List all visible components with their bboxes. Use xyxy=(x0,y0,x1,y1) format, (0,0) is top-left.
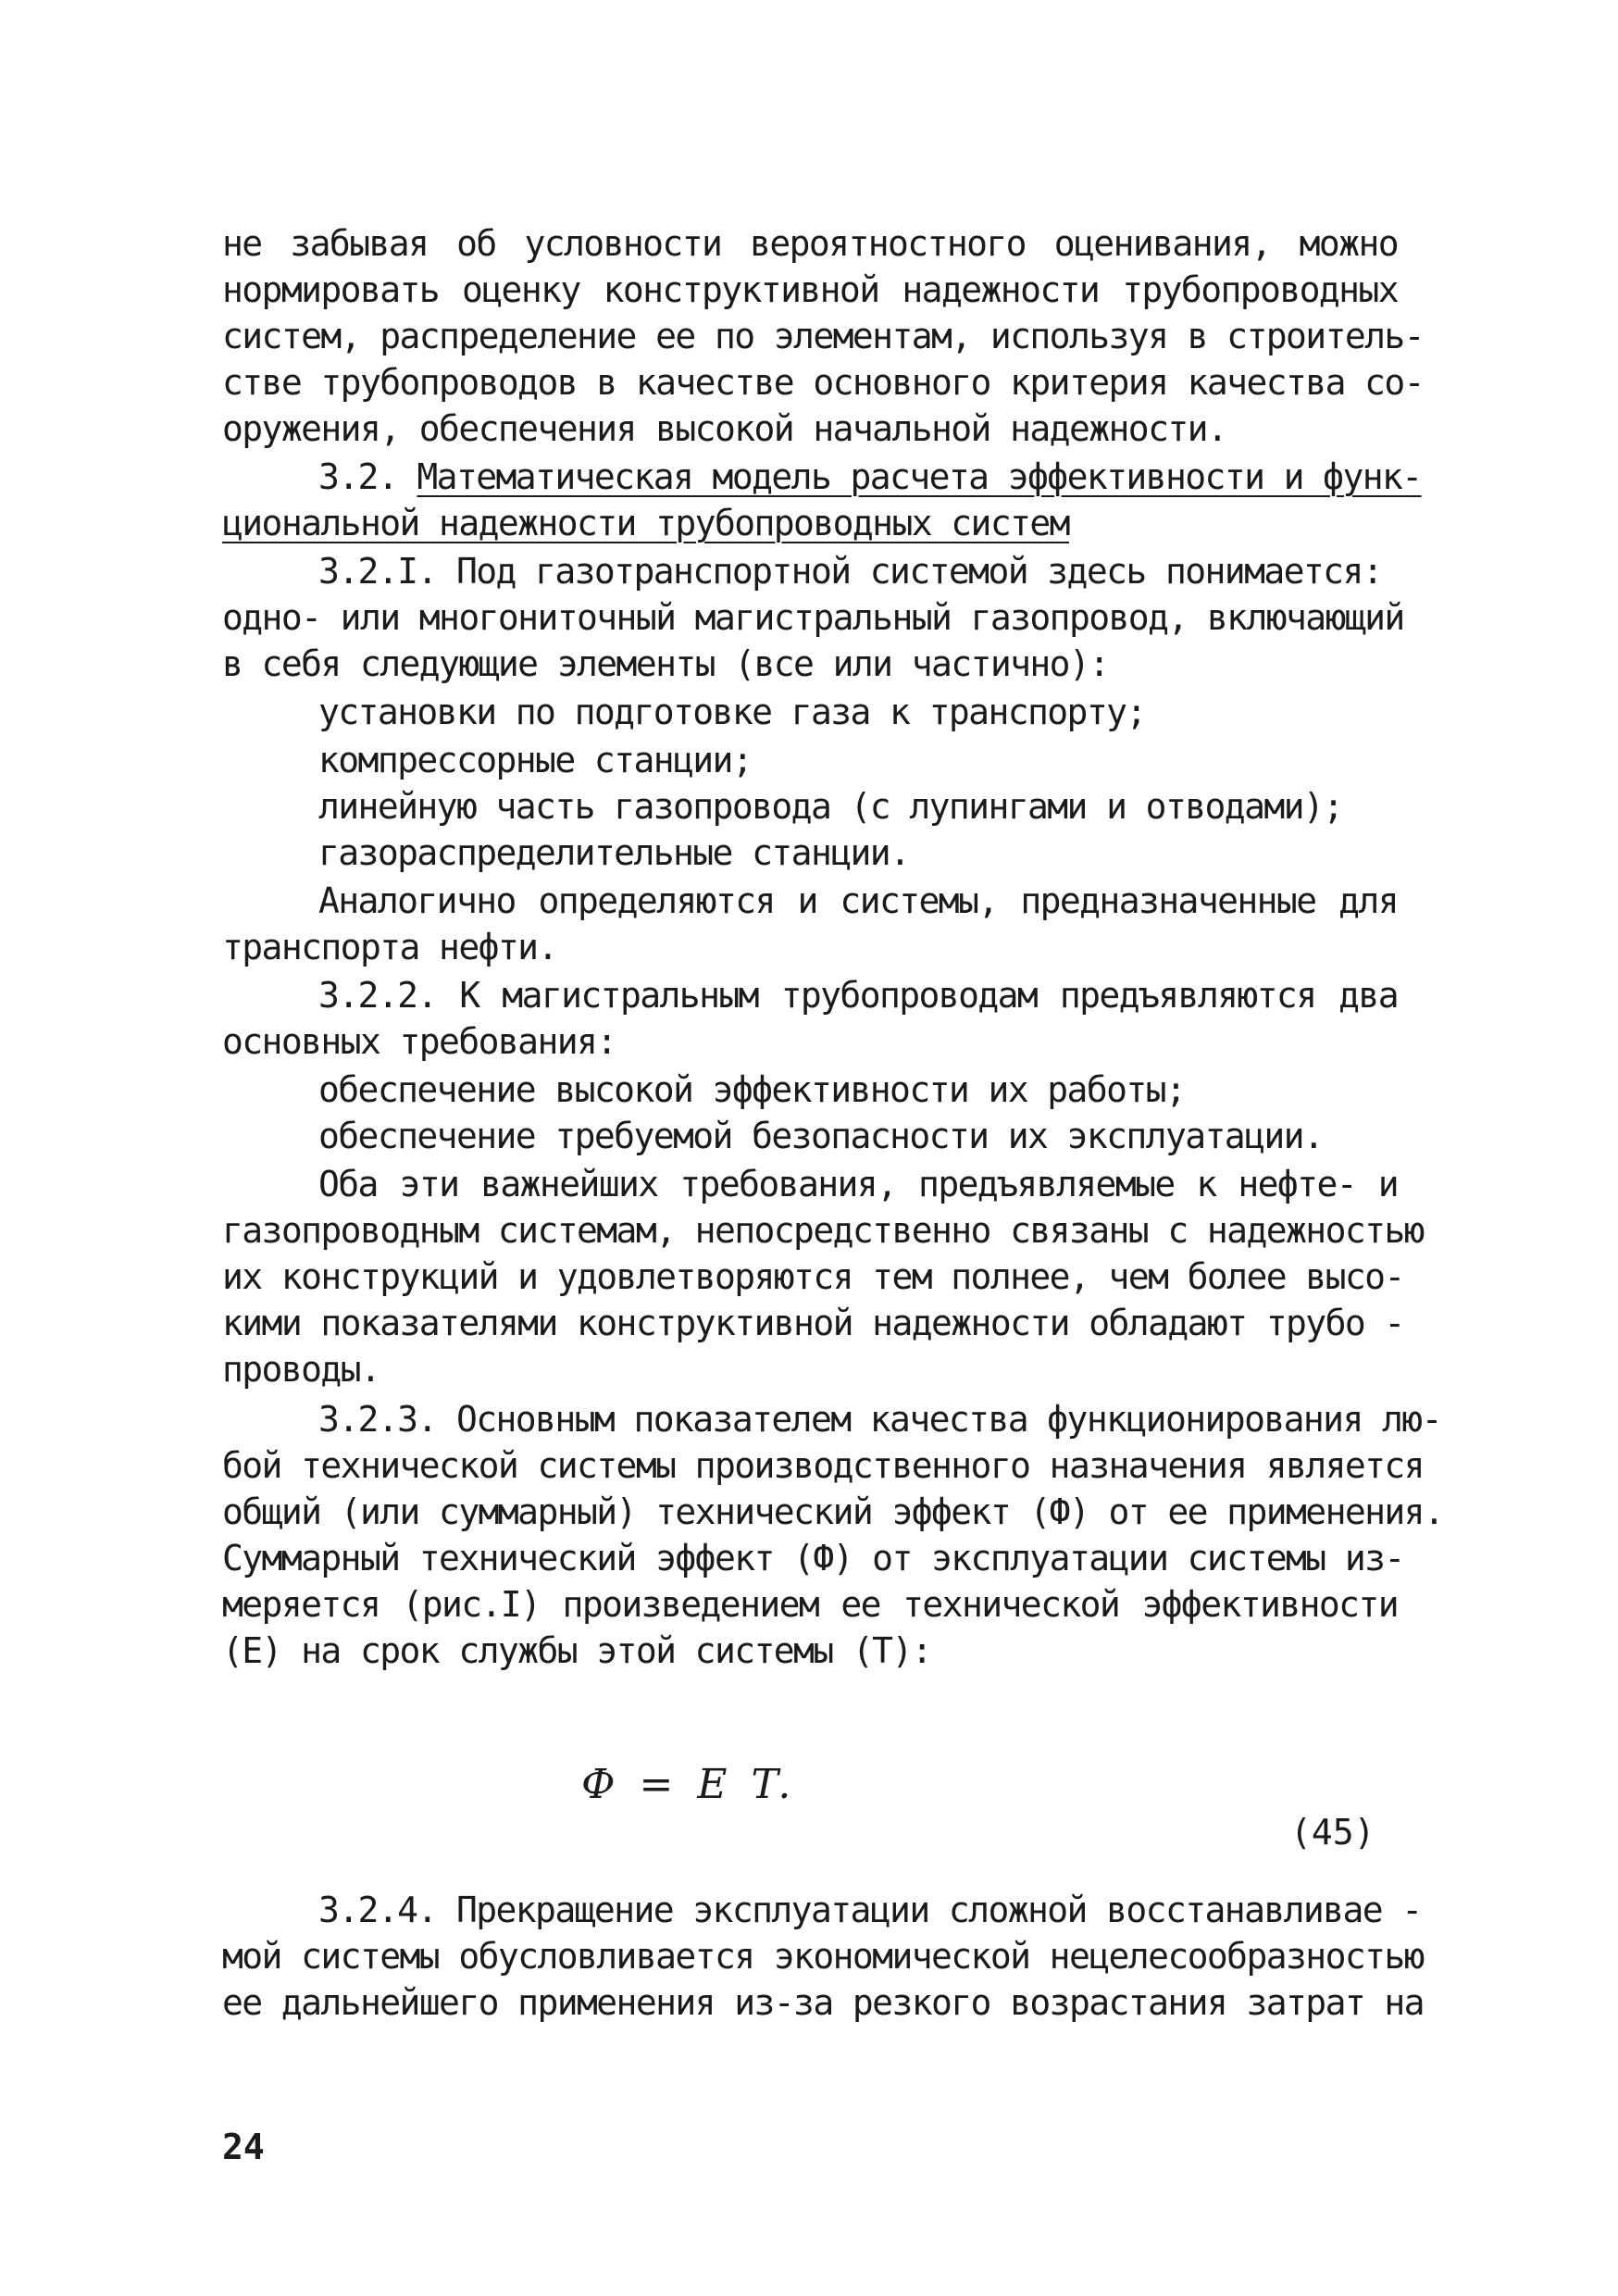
text-line: бой технической системы производственного назначения является xyxy=(222,1445,1424,1486)
section-title: Математическая модель расчета эффективности и функ- xyxy=(417,456,1422,497)
list-item: газораспределительные станции. xyxy=(318,832,910,873)
text-line: стве трубопроводов в качестве основного критерия качества со- xyxy=(222,362,1424,403)
section-heading-line xyxy=(222,500,1398,546)
list-item: компрессорные станции; xyxy=(318,740,753,780)
text-line: нормировать оценку конструктивной надежности трубопроводных xyxy=(222,269,1398,310)
text-line: оружения, обеспечения высокой начальной надежности. xyxy=(222,408,1227,449)
text-line: меряется (рис.I) произведением ее технической эффективности xyxy=(222,1584,1398,1625)
text-line: 3.2.I. Под газотранспортной системой здесь понимается: xyxy=(318,551,1383,592)
text-line: 3.2.2. К магистральным трубопроводам предъявляются два xyxy=(318,975,1398,1016)
text-line: (Е) на срок службы этой системы (T): xyxy=(222,1630,932,1671)
text-line: не забывая об условности вероятностного оценивания, можно xyxy=(222,223,1398,264)
text-line: Аналогично определяются и системы, предназначенные для xyxy=(318,880,1398,921)
text-line: общий (или суммарный) технический эффект (Ф) от ее применения. xyxy=(222,1491,1444,1532)
text-line: Суммарный технический эффект (Ф) от эксплуатации системы из- xyxy=(222,1538,1404,1578)
text-line: транспорта нефти. xyxy=(222,927,557,967)
text-line: ее дальнейшего применения из-за резкого возрастания затрат на xyxy=(222,1982,1424,2023)
formula: Ф = E T. xyxy=(581,1761,797,1808)
text-line: кими показателями конструктивной надежности обладают трубо - xyxy=(222,1303,1404,1343)
equation-number: (45) xyxy=(1290,1812,1375,1853)
text-line: проводы. xyxy=(222,1349,380,1390)
list-item: обеспечение высокой эффективности их работы; xyxy=(318,1069,1186,1110)
text-line: газопроводным системам, непосредственно связаны с надежностью xyxy=(222,1210,1424,1251)
text-line: систем, распределение ее по элементам, используя в строитель- xyxy=(222,316,1424,356)
list-item: обеспечение требуемой безопасности их эксплуатации. xyxy=(318,1116,1324,1156)
page-number: 24 xyxy=(222,2127,265,2167)
text-line: основных требования: xyxy=(222,1021,616,1062)
section-heading-line xyxy=(318,454,1422,500)
list-item: установки по подготовке газа к транспорту; xyxy=(318,692,1146,732)
text-line: одно- или многониточный магистральный газопровод, включающий xyxy=(222,597,1404,638)
text-line: 3.2.4. Прекращение эксплуатации сложной восстанавливае - xyxy=(318,1890,1422,1930)
section-title-continued: циональной надежности трубопроводных систем xyxy=(222,503,1069,543)
list-item: линейную часть газопровода (с лупингами и отводами); xyxy=(318,786,1343,827)
text-line: Оба эти важнейших требования, предъявляемые к нефте- и xyxy=(318,1164,1398,1204)
section-number: 3.2. xyxy=(318,456,417,497)
text-line: в себя следующие элементы (все или частично): xyxy=(222,643,1109,684)
text-line: 3.2.3. Основным показателем качества функционирования лю- xyxy=(318,1399,1441,1440)
text-line: их конструкций и удовлетворяются тем полнее, чем более высо- xyxy=(222,1256,1404,1297)
text-line: мой системы обусловливается экономической нецелесообразностью xyxy=(222,1936,1424,1977)
